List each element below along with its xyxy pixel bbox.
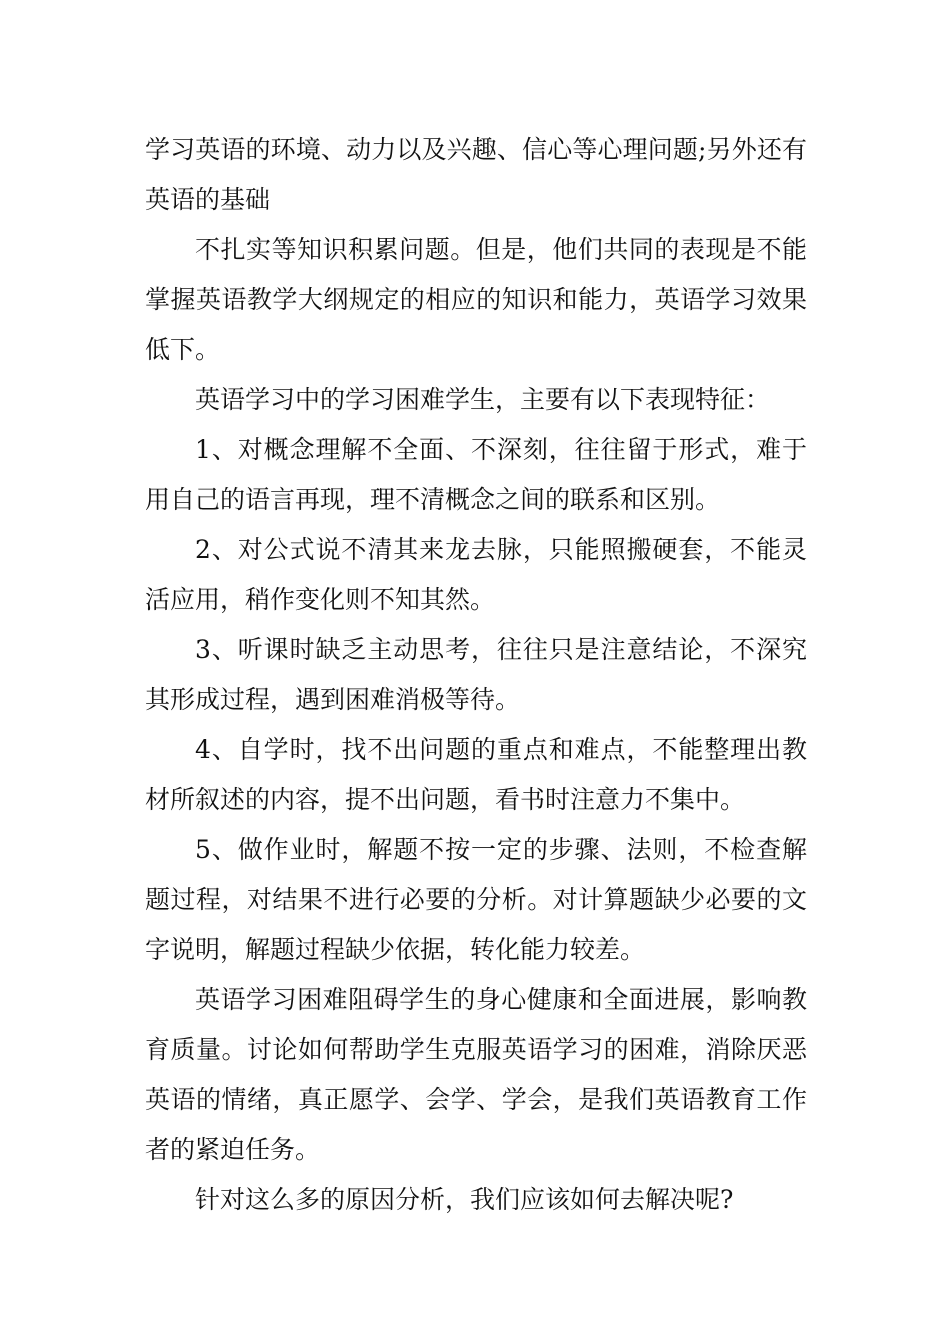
document-body	[145, 125, 807, 1225]
paragraph-7: 4、自学时，找不出问题的重点和难点，不能整理出教材所叙述的内容，提不出问题，看书时注意力不集中。	[145, 735, 807, 814]
paragraph-9: 英语学习困难阻碍学生的身心健康和全面进展，影响教育质量。讨论如何帮助学生克服英语学习的困难，消除厌恶英语的情绪，真正愿学、会学、学会，是我们英语教育工作者的紧迫任务。	[145, 985, 807, 1164]
paragraph-8: 5、做作业时，解题不按一定的步骤、法则，不检查解题过程，对结果不进行必要的分析。对计算题缺少必要的文字说明，解题过程缺少依据，转化能力较差。	[145, 835, 807, 964]
paragraph-6: 3、听课时缺乏主动思考，往往只是注意结论，不深究其形成过程，遇到困难消极等待。	[145, 635, 807, 714]
paragraph-10: 针对这么多的原因分析，我们应该如何去解决呢?	[195, 1185, 734, 1214]
paragraph-2: 不扎实等知识积累问题。但是，他们共同的表现是不能掌握英语教学大纲规定的相应的知识和能力，英语学习效果低下。	[145, 235, 807, 364]
paragraph-3: 英语学习中的学习困难学生，主要有以下表现特征：	[195, 385, 771, 414]
paragraph-4: 1、对概念理解不全面、不深刻，往往留于形式，难于用自己的语言再现，理不清概念之间的联系和区别。	[145, 435, 807, 514]
paragraph-5: 2、对公式说不清其来龙去脉，只能照搬硬套，不能灵活应用，稍作变化则不知其然。	[145, 535, 807, 614]
paragraph-1: 学习英语的环境、动力以及兴趣、信心等心理问题;另外还有英语的基础	[145, 135, 807, 214]
